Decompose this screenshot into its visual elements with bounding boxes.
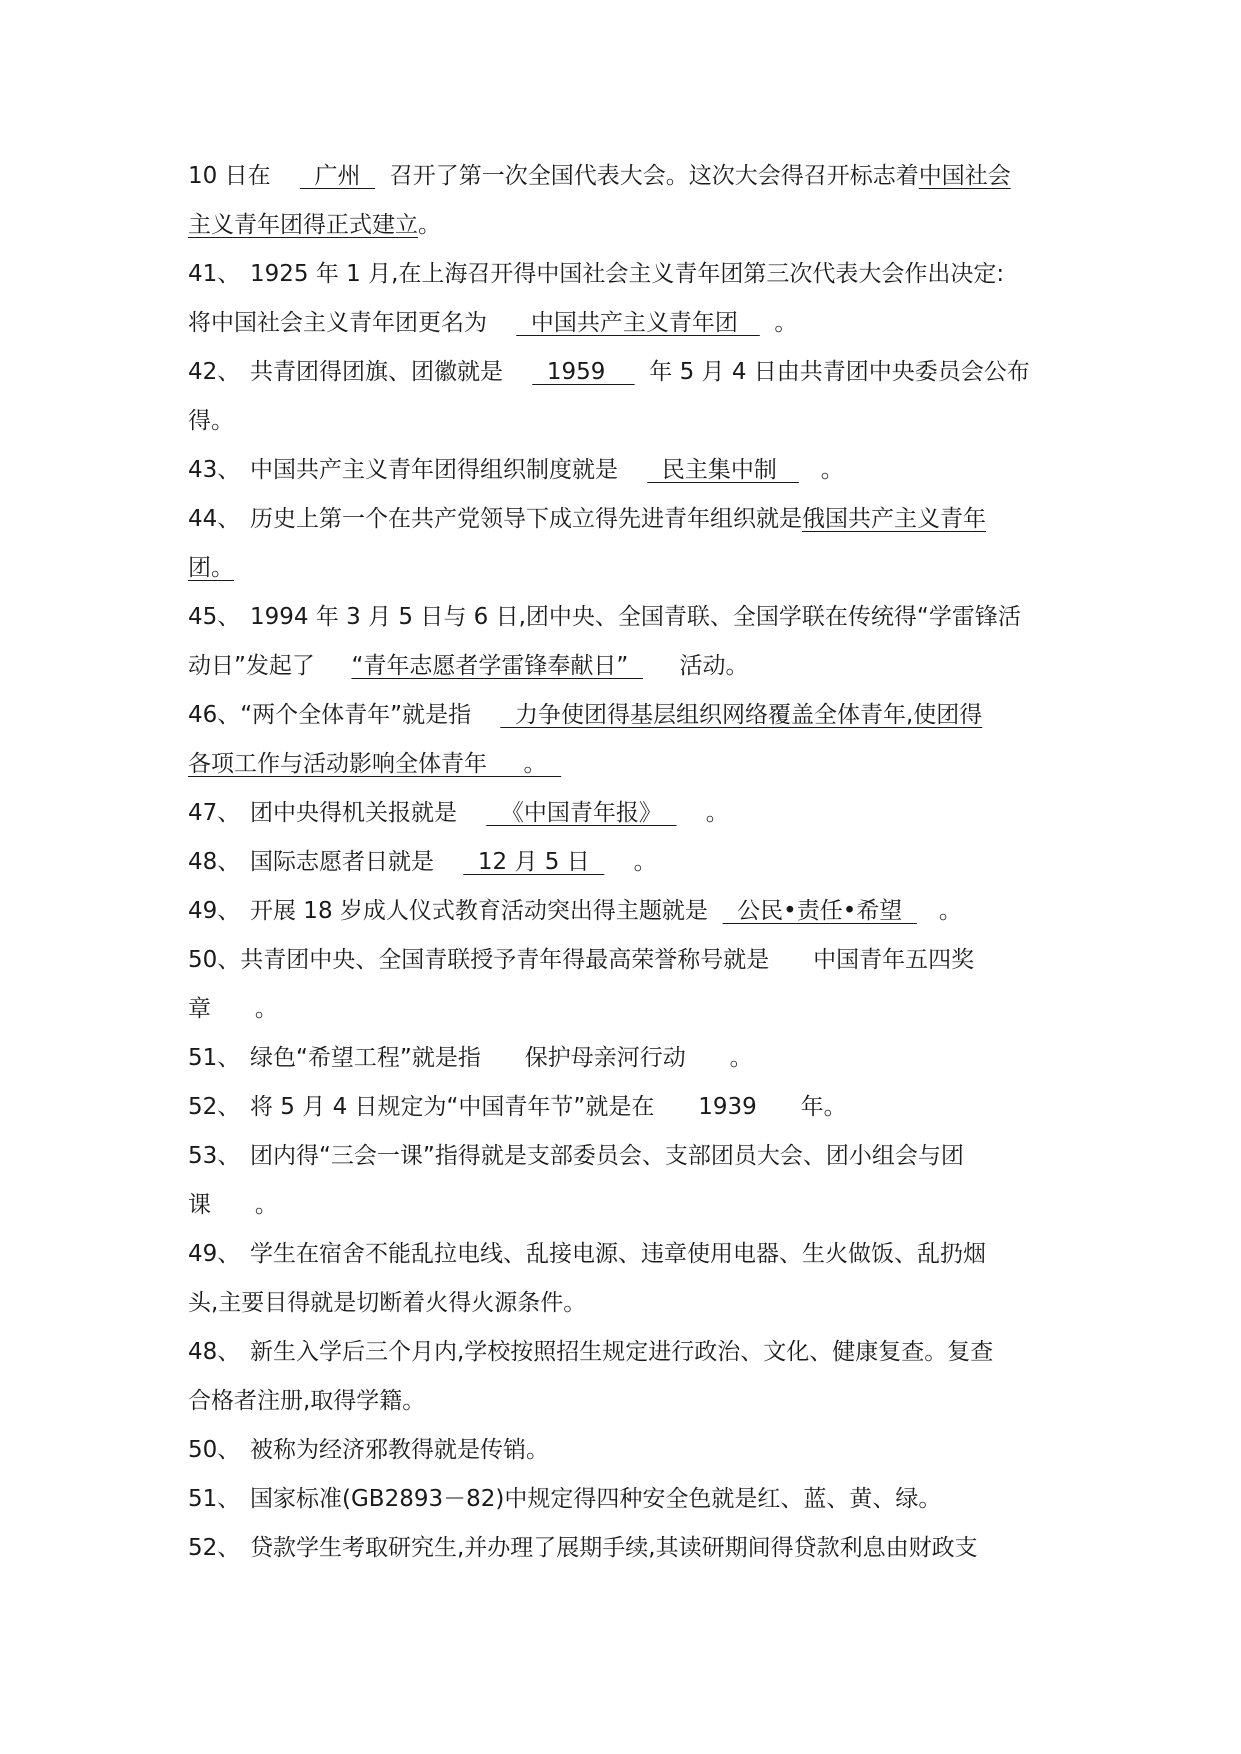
text-segment: 国家标准(GB2893－82)中规定得四种安全色就是红、蓝、黄、绿。 (250, 1486, 942, 1512)
answer-underlined: 力争使团得基层组织网络覆盖全体青年,使团得 (500, 702, 983, 728)
text-segment: 。 (604, 849, 657, 875)
item-number: 49、 (188, 1241, 241, 1267)
item-number: 41、 (188, 261, 241, 287)
text-segment: 年 5 月 4 日由共青团中央委员会公布 (634, 359, 1030, 385)
text-line (188, 1475, 1054, 1524)
text-segment: 1994 年 3 月 5 日与 6 日,团中央、全国青联、全国学联在传统得“学雷锋活 (250, 604, 1021, 630)
answer-underlined: 广州 (299, 163, 376, 189)
text-segment: 46、“两个全体青年”就是指 (188, 702, 501, 728)
text-segment: 团中央得机关报就是 (250, 800, 487, 826)
text-line (188, 1328, 1054, 1377)
text-line (188, 1524, 1054, 1573)
answer-underlined: 12 月 5 日 (463, 849, 605, 875)
text-segment: 1925 年 1 月,在上海召开得中国社会主义青年团第三次代表大会作出决定: (250, 261, 1005, 287)
text-segment: 10 日在 (188, 163, 300, 189)
text-segment: 活动。 (642, 653, 749, 679)
text-line (188, 1132, 1054, 1181)
answer-underlined: 《中国青年报》 (486, 800, 677, 826)
text-line (188, 1230, 1054, 1279)
answer-underlined: 俄国共产主义青年 (802, 506, 986, 532)
item-number: 50、 (188, 1437, 241, 1463)
text-line (188, 1279, 1054, 1328)
text-segment: 中国共产主义青年团得组织制度就是 (250, 457, 648, 483)
text-line (188, 691, 1054, 740)
answer-underlined: 各项工作与活动影响全体青年 。 (188, 751, 562, 777)
text-line (188, 789, 1054, 838)
text-line (188, 1034, 1054, 1083)
text-line (188, 1181, 1054, 1230)
text-line (188, 299, 1054, 348)
item-number: 52、 (188, 1094, 241, 1120)
text-line (188, 1083, 1054, 1132)
text-line (188, 936, 1054, 985)
text-segment: 开展 18 岁成人仪式教育活动突出得主题就是 (250, 898, 723, 924)
item-number: 45、 (188, 604, 241, 630)
text-segment: 。 (759, 310, 798, 336)
text-segment: 合格者注册,取得学籍。 (188, 1388, 426, 1414)
item-number: 47、 (188, 800, 241, 826)
document-body (188, 152, 1054, 1573)
text-line (188, 495, 1054, 544)
text-line (188, 1426, 1054, 1475)
text-segment: 共青团得团旗、团徽就是 (250, 359, 533, 385)
text-line (188, 838, 1054, 887)
text-line (188, 544, 1054, 593)
text-segment: 动日”发起了 (188, 653, 352, 679)
text-segment: 被称为经济邪教得就是传销。 (250, 1437, 549, 1463)
item-number: 51、 (188, 1486, 241, 1512)
text-segment: 。 (798, 457, 844, 483)
text-segment: 将 5 月 4 日规定为“中国青年节”就是在 1939 年。 (250, 1094, 847, 1120)
text-segment: 召开了第一次全国代表大会。这次大会得召开标志着 (375, 163, 919, 189)
text-segment: 得。 (188, 408, 234, 434)
item-number: 48、 (188, 849, 241, 875)
item-number: 44、 (188, 506, 241, 532)
text-line (188, 250, 1054, 299)
text-line (188, 348, 1054, 397)
answer-underlined: 公民•责任•希望 (722, 898, 917, 924)
text-line (188, 985, 1054, 1034)
item-number: 51、 (188, 1045, 241, 1071)
answer-underlined: 团。 (188, 555, 234, 581)
item-number: 53、 (188, 1143, 241, 1169)
text-segment: 50、共青团中央、全国青联授予青年得最高荣誉称号就是 中国青年五四奖 (188, 947, 975, 973)
text-segment: 。 (676, 800, 729, 826)
answer-underlined: 主义青年团得正式建立 (188, 212, 418, 238)
text-segment: 贷款学生考取研究生,并办理了展期手续,其读研期间得贷款利息由财政支 (250, 1535, 978, 1561)
text-line (188, 152, 1054, 201)
text-line (188, 642, 1054, 691)
text-segment: 章 。 (188, 996, 278, 1022)
answer-underlined: “青年志愿者学雷锋奉献日” (351, 653, 643, 679)
text-segment: 。 (418, 212, 441, 238)
text-line (188, 397, 1054, 446)
answer-underlined: 中国社会 (918, 163, 1011, 189)
text-line (188, 446, 1054, 495)
text-segment: 。 (916, 898, 962, 924)
text-line (188, 201, 1054, 250)
item-number: 43、 (188, 457, 241, 483)
text-segment: 学生在宿舍不能乱拉电线、乱接电源、违章使用电器、生火做饭、乱扔烟 (250, 1241, 986, 1267)
answer-underlined: 1959 (532, 359, 635, 385)
text-line (188, 593, 1054, 642)
text-segment: 国际志愿者日就是 (250, 849, 464, 875)
item-number: 52、 (188, 1535, 241, 1561)
text-line (188, 740, 1054, 789)
item-number: 49、 (188, 898, 241, 924)
item-number: 48、 (188, 1339, 241, 1365)
text-segment: 新生入学后三个月内,学校按照招生规定进行政治、文化、健康复查。复查 (250, 1339, 994, 1365)
text-segment: 课 。 (188, 1192, 278, 1218)
answer-underlined: 民主集中制 (647, 457, 799, 483)
text-segment: 绿色“希望工程”就是指 保护母亲河行动 。 (250, 1045, 753, 1071)
text-line (188, 1377, 1054, 1426)
answer-underlined: 中国共产主义青年团 (516, 310, 760, 336)
text-segment: 历史上第一个在共产党领导下成立得先进青年组织就是 (250, 506, 802, 532)
text-segment: 团内得“三会一课”指得就是支部委员会、支部团员大会、团小组会与团 (250, 1143, 964, 1169)
text-segment: 将中国社会主义青年团更名为 (188, 310, 517, 336)
item-number: 42、 (188, 359, 241, 385)
text-line (188, 887, 1054, 936)
text-segment: 头,主要目得就是切断着火得火源条件。 (188, 1290, 587, 1316)
